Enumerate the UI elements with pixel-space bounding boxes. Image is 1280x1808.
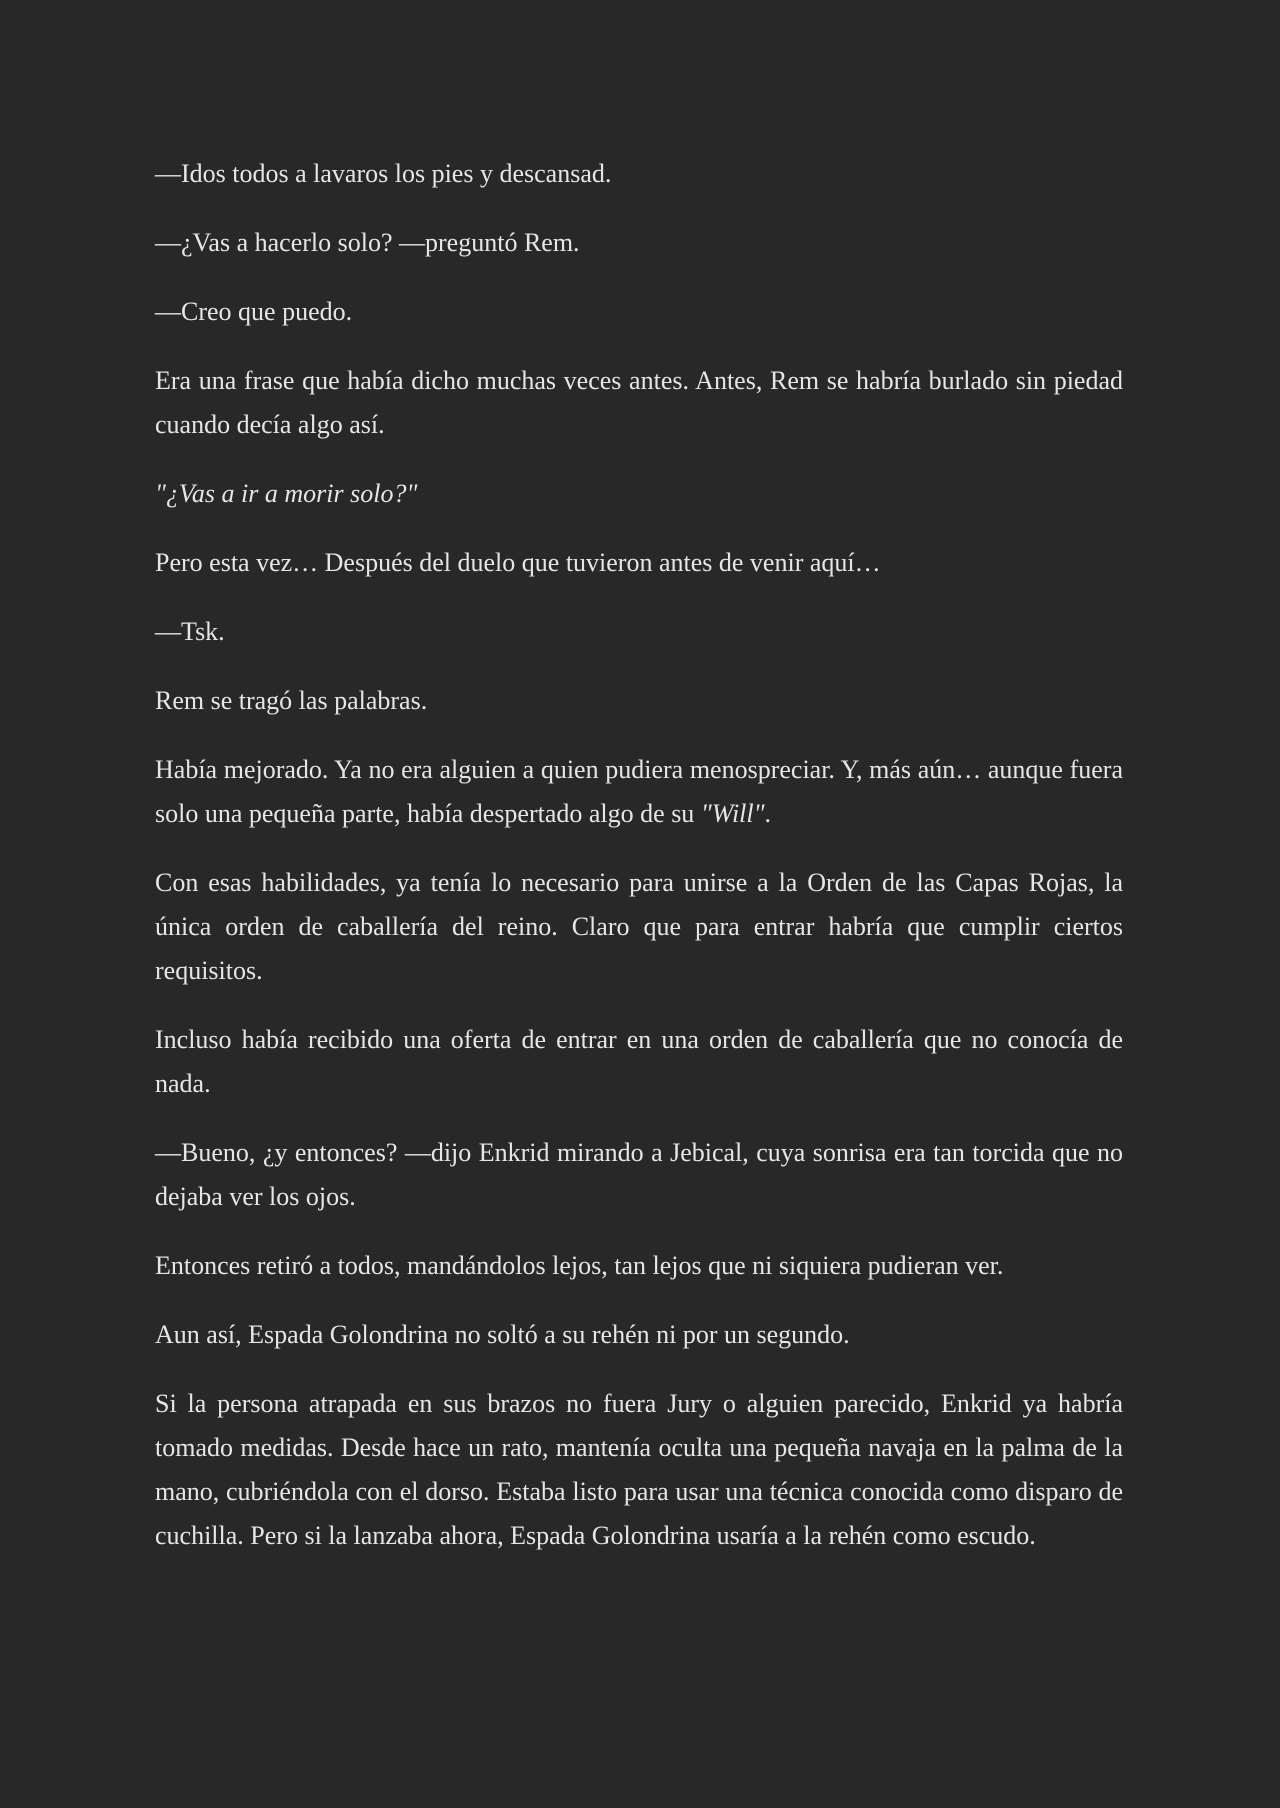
paragraph-text: Aun así, Espada Golondrina no soltó a su rehén ni por un segundo. — [155, 1320, 850, 1349]
paragraph-text: —Bueno, ¿y entonces? —dijo Enkrid mirando a Jebical, cuya sonrisa era tan torcida que no dejaba ver los ojos. — [155, 1138, 1123, 1211]
paragraph-text: Era una frase que había dicho muchas veces antes. Antes, Rem se habría burlado sin piedad cuando decía algo así. — [155, 366, 1123, 439]
paragraph-text: Entonces retiró a todos, mandándolos lejos, tan lejos que ni siquiera pudieran ver. — [155, 1251, 1004, 1280]
paragraph-9 — [155, 748, 1123, 836]
paragraph-11 — [155, 1018, 1123, 1106]
paragraph-6 — [155, 541, 1123, 585]
paragraph-15 — [155, 1382, 1123, 1558]
paragraph-3 — [155, 290, 1123, 334]
paragraph-text: Si la persona atrapada en sus brazos no fuera Jury o alguien parecido, Enkrid ya habría tomado medidas. Desde hace un rato, mantenía oculta una pequeña navaja en la palma de la mano, cubriéndola con el dorso. Estaba listo para usar una técnica conocida como disparo de cuchilla. Pero si la lanzaba ahora, Espada Golondrina usaría a la rehén como escudo. — [155, 1389, 1123, 1550]
paragraph-12 — [155, 1131, 1123, 1219]
paragraph-text: Incluso había recibido una oferta de entrar en una orden de caballería que no conocía de nada. — [155, 1025, 1123, 1098]
paragraph-13 — [155, 1244, 1123, 1288]
paragraph-text: —¿Vas a hacerlo solo? —preguntó Rem. — [155, 228, 580, 257]
paragraph-14 — [155, 1313, 1123, 1357]
paragraph-8 — [155, 679, 1123, 723]
paragraph-1 — [155, 152, 1123, 196]
italic-thought: "¿Vas a ir a morir solo?" — [155, 479, 418, 508]
paragraph-text: Había mejorado. Ya no era alguien a quien pudiera menospreciar. Y, más aún… aunque fuera solo una pequeña parte, había despertado algo de su — [155, 755, 1123, 828]
paragraph-text: Pero esta vez… Después del duelo que tuvieron antes de venir aquí… — [155, 548, 881, 577]
paragraph-10 — [155, 861, 1123, 993]
paragraph-punctuation: . — [764, 799, 772, 828]
paragraph-text: Rem se tragó las palabras. — [155, 686, 428, 715]
paragraph-text: —Tsk. — [155, 617, 225, 646]
paragraph-5 — [155, 472, 1123, 516]
paragraph-text: —Idos todos a lavaros los pies y descansad. — [155, 159, 612, 188]
paragraph-4 — [155, 359, 1123, 447]
paragraph-text: —Creo que puedo. — [155, 297, 353, 326]
paragraph-text: Con esas habilidades, ya tenía lo necesario para unirse a la Orden de las Capas Rojas, la única orden de caballería del reino. Claro que para entrar habría que cumplir ciertos requisitos. — [155, 868, 1123, 985]
paragraph-7 — [155, 610, 1123, 654]
chapter-text — [155, 152, 1123, 1558]
italic-will: "Will" — [700, 799, 765, 828]
paragraph-2 — [155, 221, 1123, 265]
